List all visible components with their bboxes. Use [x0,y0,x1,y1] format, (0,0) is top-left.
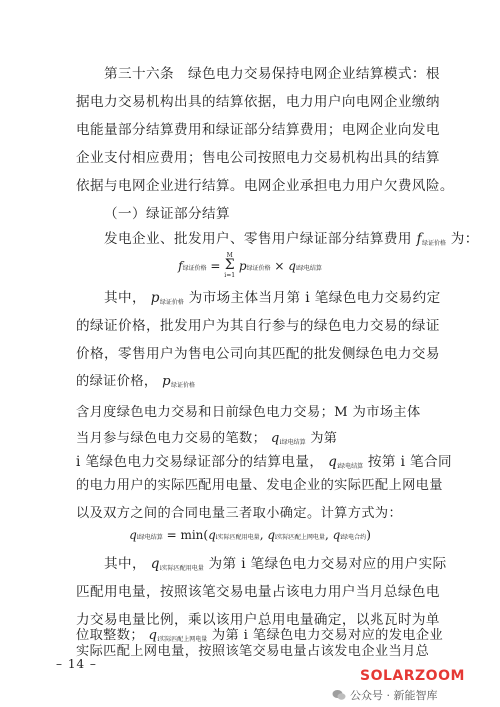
paragraph-line: 的电力用户的实际匹配用电量、发电企业的实际匹配上网电量 [76,478,443,493]
formula-subscript: i实际匹配用电量 [215,534,260,541]
symbol-subscript: 绿证价格 [159,299,184,306]
text-run: 为市场主体当月第 i 笔绿色电力交易约定 [188,290,441,306]
symbol-q: q [150,556,160,572]
text-run: 为第 [310,431,338,446]
text-run: 位取整数； [76,628,144,643]
text-run: 其中， [104,290,146,306]
symbol-subscript: 绿证价格 [170,382,195,389]
text-run: 为第 i 笔绿色电力交易对应的用户实际 [208,556,447,572]
paragraph-line: 的绿证价格，批发用户为其自行参与的绿色电力交易的绿证 [76,318,440,334]
formula-symbol: p [238,259,247,273]
formula-settlement: qi绿电结算 = min(qi实际匹配用电量, qi实际匹配上网电量, qi绿电合约) [129,528,371,542]
formula-subscript: i绿电合约 [340,534,367,541]
formula-symbol: q [288,259,296,273]
formula-subscript: 绿证价格 [246,265,271,272]
account-footer [332,687,438,703]
text-run: 的绿证价格， [76,374,158,389]
section-heading: （一）绿证部分结算 [104,206,230,222]
wechat-icon [332,689,346,701]
formula-subscript: i绿电结算 [136,534,163,541]
formula-subscript: 绿证价格 [182,265,207,272]
symbol-subscript: i绿电结算 [337,463,364,470]
symbol-subscript: i实际匹配上网电量 [157,636,208,643]
paragraph-line: 电能量部分结算费用和绿证部分结算费用；电网企业向发电 [76,122,440,138]
symbol-q: q [328,454,338,470]
brand-logo: SOLARZOOM [360,668,465,684]
sum-upper: M [226,252,233,259]
paragraph-line: 企业支付相应费用；售电公司按照电力交易机构出具的结算 [76,150,440,166]
account-name: 公众号 · 新能智库 [350,689,438,702]
text-run: 含月度绿色电力交易和日前绿色电力交易；M 为市场主体当月参与绿色电力交易的笔数； [76,405,421,446]
paragraph-line [76,454,453,475]
paragraph-line: 实际匹配上网电量，按照该笔交易电量占该发电企业当月总 [76,644,430,659]
paragraph-line: 价格，零售用户为售电公司向其匹配的批发侧绿色电力交易 [76,346,440,362]
sigma-icon: Σ [224,257,235,273]
paragraph-line: 依据与电网企业进行结算。电网企业承担电力用户欠费风险。 [76,178,454,194]
symbol-subscript: i实际匹配用电量 [159,565,204,572]
symbol-p: p [150,290,160,306]
text-run: i 笔绿色电力交易绿证部分的结算电量， [76,454,324,470]
paragraph-line: 据电力交易机构出具的结算依据，电力用户向电网企业缴纳 [76,94,440,110]
paragraph-line [104,290,441,311]
paragraph-line: 匹配用电量，按照该笔交易电量占该电力用户当月总绿色电 [76,584,440,600]
formula-symbol: f [178,259,183,273]
symbol-subscript: 绿证价格 [422,240,447,247]
paragraph-line [104,231,479,252]
text-run: 其中， [104,556,146,572]
text-run: 为： [450,231,479,247]
symbol-subscript: i绿电结算 [279,439,306,446]
summation [224,252,235,279]
sum-lower: i=1 [224,272,236,279]
paragraph-line [76,400,426,456]
formula-subscript: i绿电结算 [295,265,322,272]
formula-subscript: i实际匹配上网电量 [275,534,325,541]
formula-fee: f绿证价格 = M Σ i=1 p绿证价格 × qi绿电结算 [178,252,322,279]
paragraph-line [76,374,406,394]
paragraph-line: 力交易电量比例，乘以该用户总用电量确定，以兆瓦时为单 [76,612,440,628]
paragraph-line: 以及双方之间的合同电量三者取小确定。计算方式为： [76,506,403,521]
paragraph-line [104,556,447,577]
text-run: 发电企业、批发用户、零售用户绿证部分结算费用 [104,231,412,247]
symbol-f: f [416,231,423,247]
symbol-p: p [162,374,171,389]
symbol-q: q [270,431,280,446]
page-number: – 14 – [56,657,97,671]
symbol-q: q [148,628,158,643]
paragraph-line: 第三十六条 绿色电力交易保持电网企业结算模式：根 [104,66,440,82]
text-run: 按第 i 笔合同 [367,454,453,470]
formula-symbol: q [129,528,137,542]
text-run: 为第 i 笔绿色电力交易对应的发电企业 [211,628,444,643]
formula-function: min [180,528,204,542]
